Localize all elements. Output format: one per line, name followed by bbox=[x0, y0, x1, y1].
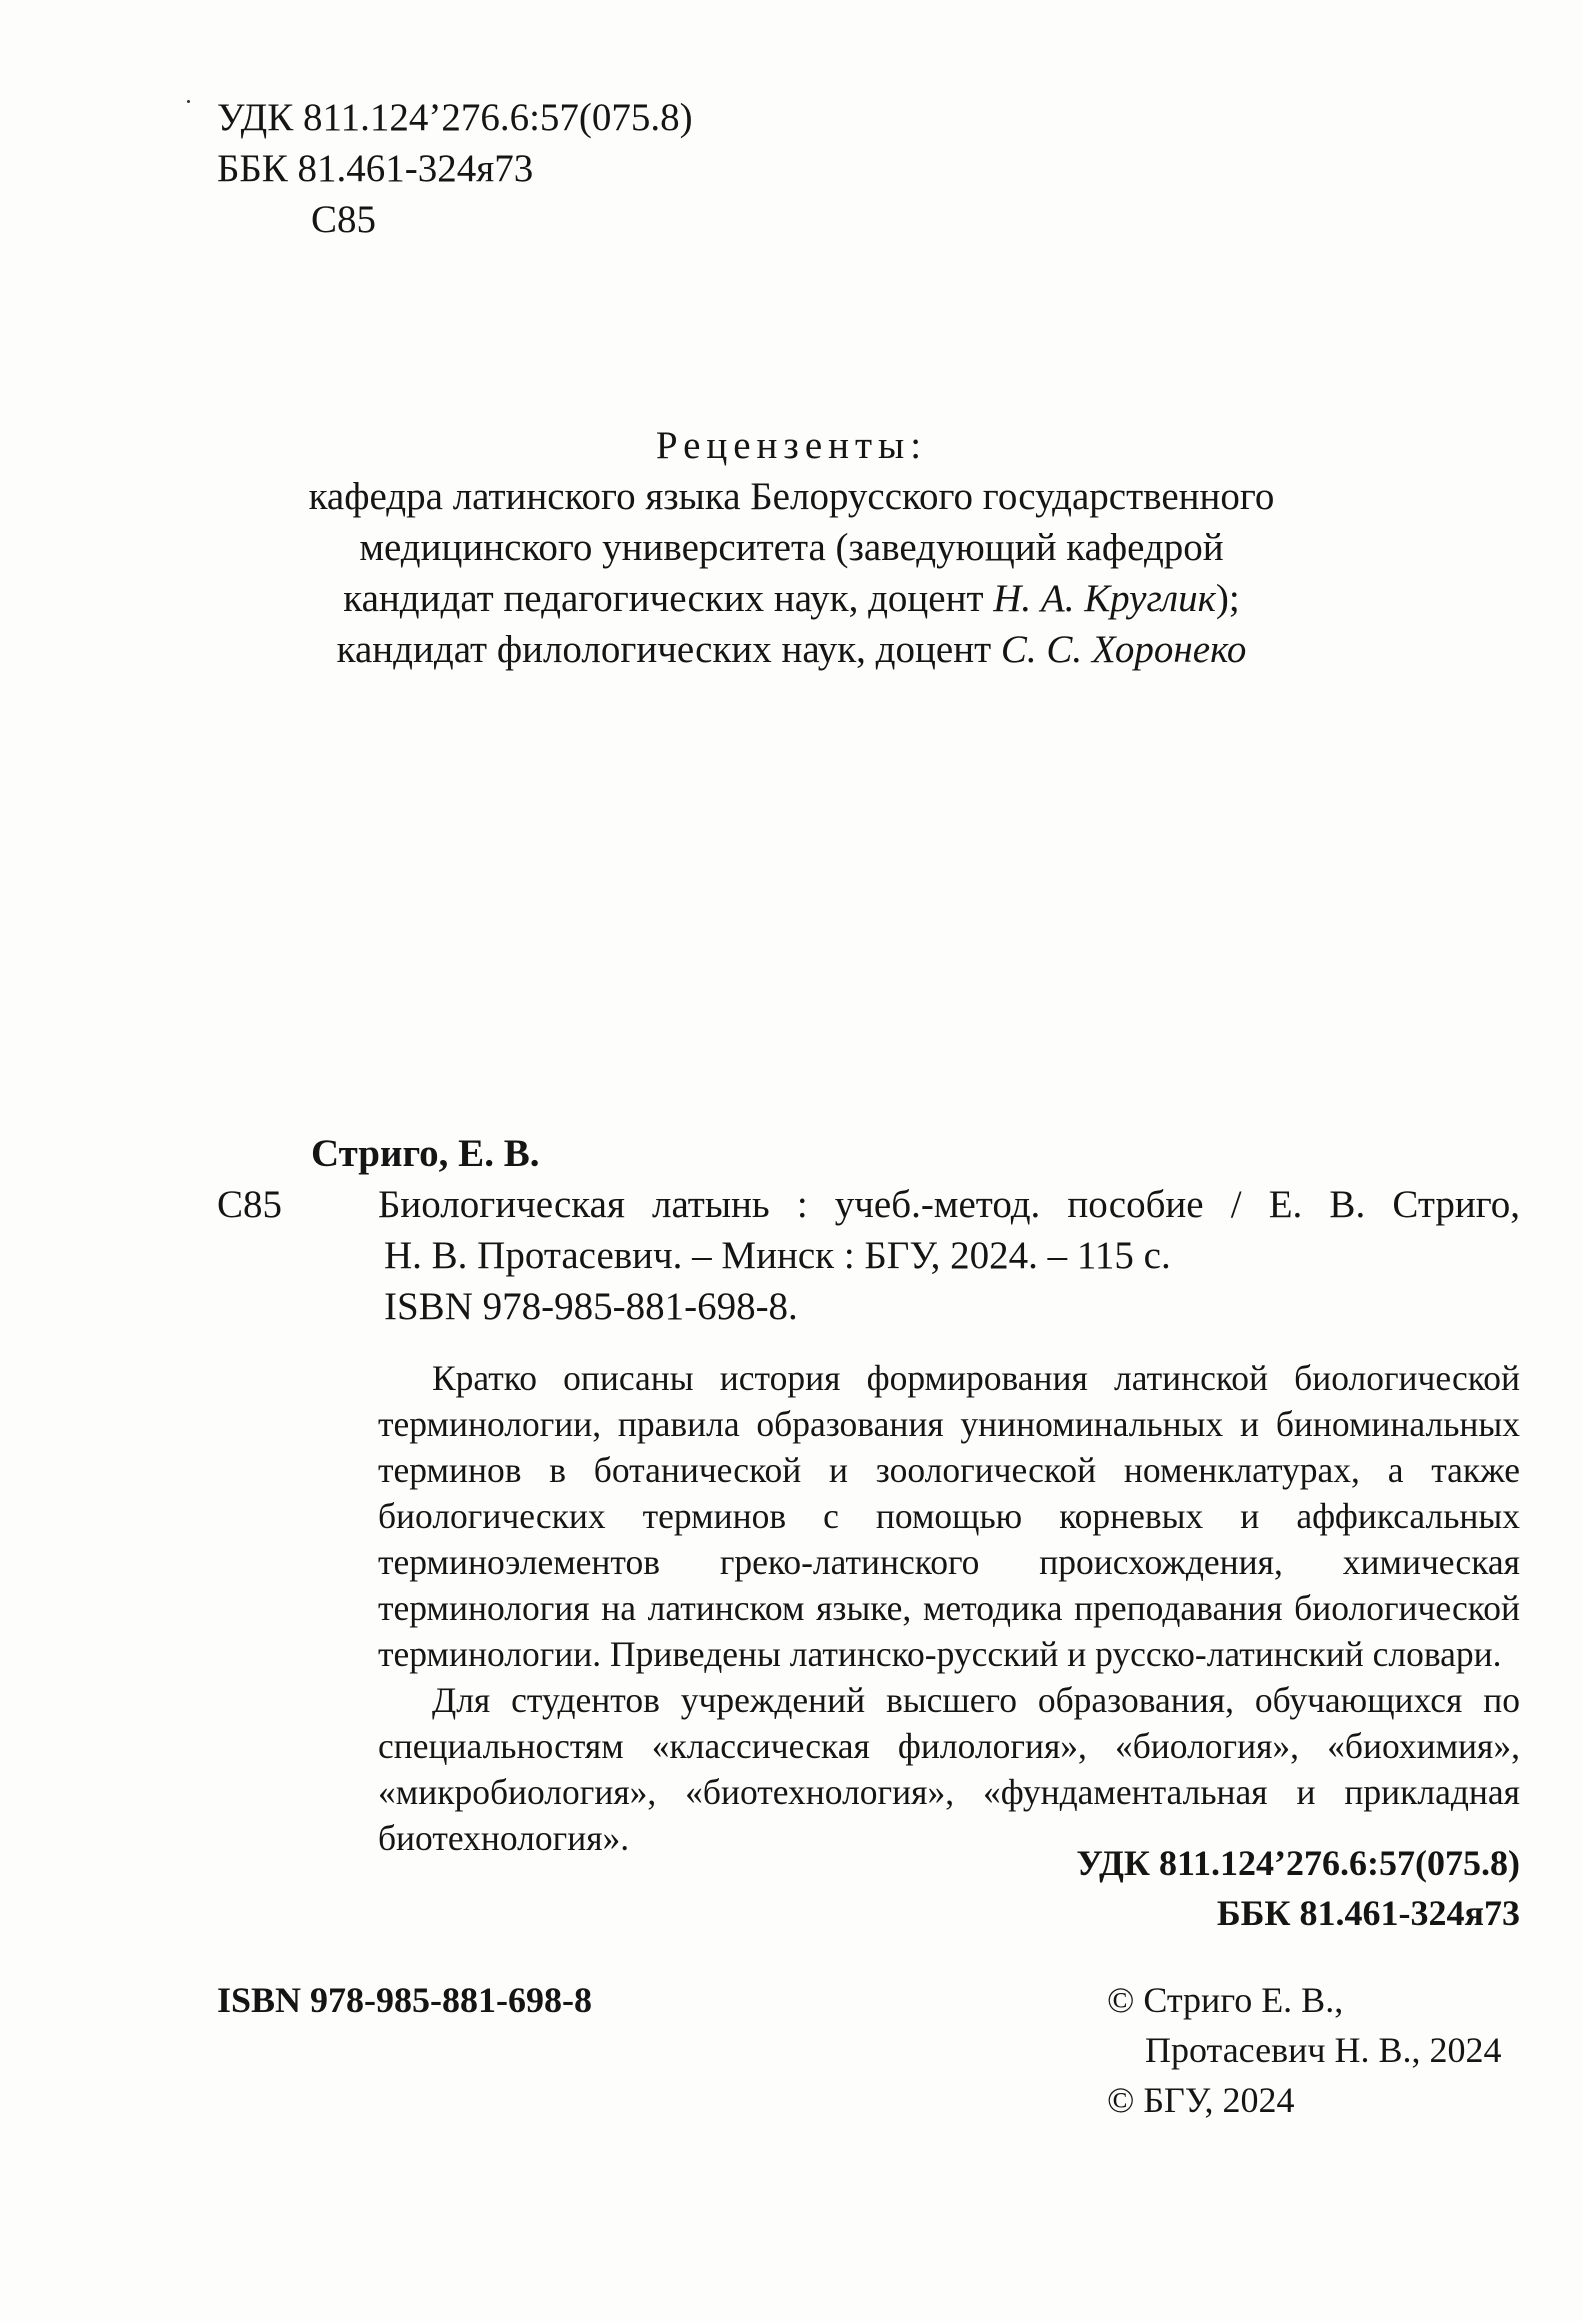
catalog-author-mark: С85 bbox=[217, 1183, 283, 1226]
reviewer-suffix: ); bbox=[1215, 577, 1240, 620]
copyright-line: Протасевич Н. В., 2024 bbox=[1145, 2030, 1502, 2070]
annotation bbox=[378, 1355, 1520, 1861]
annotation-paragraph: Кратко описаны история формирования латинской биологической терминологии, правила образования униноминальных и биноминальных терминов в ботанической и зоологической номенклатурах, а также биологических терминов с помощью корневых и аффиксальных терминоэлементов греко-латинского происхождения, химическая терминология на латинском языке, методика преподавания биологической терминологии. Приведены латинско-русский и русско-латинский словари. bbox=[378, 1358, 1520, 1674]
copyright-block bbox=[1107, 1975, 1501, 2125]
copyright-line: © БГУ, 2024 bbox=[1107, 2080, 1295, 2120]
bbk-code: ББК 81.461-324я73 bbox=[217, 147, 534, 190]
annotation-paragraph: Для студентов учреждений высшего образования, обучающихся по специальностям «классическая филология», «биология», «биохимия», «микробиология», «биотехнология», «фундаментальная и прикладная биотехнология». bbox=[378, 1680, 1520, 1858]
reviewers-line bbox=[200, 573, 1383, 624]
catalog-line: Н. В. Протасевич. – Минск : БГУ, 2024. – 115 с. bbox=[384, 1234, 1171, 1277]
catalog-description bbox=[378, 1179, 1520, 1332]
reviewer-role: кандидат педагогических наук, доцент bbox=[343, 577, 994, 620]
catalog-line: Биологическая латынь : учеб.-метод. пособие / Е. В. Стриго, bbox=[378, 1183, 1520, 1226]
reviewers-block bbox=[200, 420, 1383, 675]
catalog-author: Стриго, Е. В. bbox=[311, 1132, 540, 1175]
reviewer-name: Н. А. Круглик bbox=[993, 577, 1216, 620]
udc-code: УДК 811.124’276.6:57(075.8) bbox=[217, 96, 693, 139]
copyright-line: © Стриго Е. В., bbox=[1107, 1980, 1344, 2020]
reviewers-title: Рецензенты: bbox=[655, 424, 928, 467]
footer-bbk: ББК 81.461-324я73 bbox=[1216, 1893, 1520, 1933]
reviewer-name: С. С. Хоронеко bbox=[1000, 628, 1247, 671]
footer-udc: УДК 811.124’276.6:57(075.8) bbox=[1076, 1843, 1520, 1883]
reviewers-line bbox=[200, 624, 1383, 675]
classification-block bbox=[1076, 1838, 1520, 1938]
reviewers-line: кафедра латинского языка Белорусского государственного bbox=[308, 475, 1275, 518]
reviewer-role: кандидат филологических наук, доцент bbox=[336, 628, 1001, 671]
reviewers-line: медицинского университета (заведующий кафедрой bbox=[359, 526, 1224, 569]
footer-isbn: ISBN 978-985-881-698-8 bbox=[217, 1980, 592, 2020]
catalog-isbn: ISBN 978-985-881-698-8. bbox=[384, 1285, 798, 1328]
author-mark: С85 bbox=[311, 198, 377, 241]
scan-speck bbox=[187, 100, 190, 103]
